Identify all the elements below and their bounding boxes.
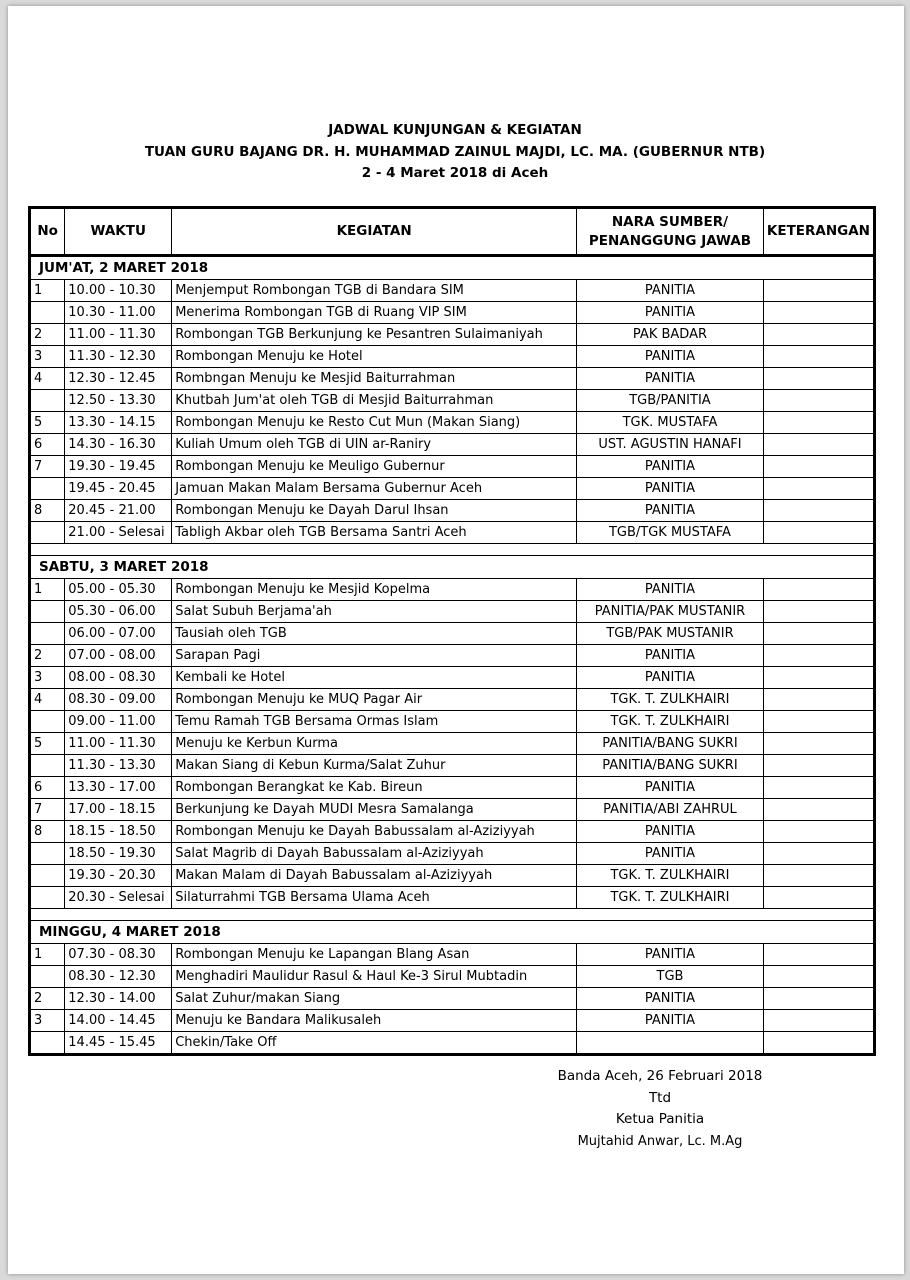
cell-kegiatan: Tabligh Akbar oleh TGB Bersama Santri Aceh: [172, 522, 577, 544]
cell-kegiatan: Rombongan Menuju ke Dayah Darul Ihsan: [172, 500, 577, 522]
cell-nara-sumber: TGK. T. ZULKHAIRI: [577, 689, 764, 711]
cell-kegiatan: Salat Subuh Berjama'ah: [172, 601, 577, 623]
column-header-nara-line2: PENANGGUNG JAWAB: [588, 232, 752, 249]
column-header-kegiatan: KEGIATAN: [172, 208, 577, 256]
cell-no: 7: [30, 456, 65, 478]
cell-nara-sumber: PANITIA: [577, 843, 764, 865]
cell-waktu: 12.50 - 13.30: [65, 390, 172, 412]
table-row: [30, 689, 875, 711]
cell-kegiatan: Rombongan Menuju ke Dayah Babussalam al-Aziziyyah: [172, 821, 577, 843]
cell-kegiatan: Rombongan Menuju ke Resto Cut Mun (Makan Siang): [172, 412, 577, 434]
table-row: [30, 821, 875, 843]
cell-keterangan: [763, 777, 874, 799]
cell-keterangan: [763, 865, 874, 887]
cell-no: 4: [30, 368, 65, 390]
table-row: [30, 579, 875, 601]
cell-kegiatan: Makan Malam di Dayah Babussalam al-Aziziyyah: [172, 865, 577, 887]
cell-keterangan: [763, 368, 874, 390]
table-row: [30, 799, 875, 821]
signature-role: Ketua Panitia: [615, 1111, 705, 1127]
cell-kegiatan: Makan Siang di Kebun Kurma/Salat Zuhur: [172, 755, 577, 777]
cell-waktu: 10.30 - 11.00: [65, 302, 172, 324]
cell-keterangan: [763, 689, 874, 711]
cell-keterangan: [763, 667, 874, 689]
cell-nara-sumber: PANITIA/BANG SUKRI: [577, 733, 764, 755]
cell-keterangan: [763, 1010, 874, 1032]
cell-nara-sumber: PANITIA: [577, 579, 764, 601]
cell-no: 1: [30, 579, 65, 601]
schedule-body: [30, 256, 875, 1055]
cell-kegiatan: Menerima Rombongan TGB di Ruang VIP SIM: [172, 302, 577, 324]
table-row: [30, 966, 875, 988]
cell-no: [30, 755, 65, 777]
cell-kegiatan: Kembali ke Hotel: [172, 667, 577, 689]
cell-kegiatan: Rombngan Menuju ke Mesjid Baiturrahman: [172, 368, 577, 390]
cell-keterangan: [763, 799, 874, 821]
table-row: [30, 645, 875, 667]
cell-nara-sumber: TGK. MUSTAFA: [577, 412, 764, 434]
cell-waktu: 18.15 - 18.50: [65, 821, 172, 843]
cell-kegiatan: Berkunjung ke Dayah MUDI Mesra Samalanga: [172, 799, 577, 821]
cell-nara-sumber: PANITIA: [577, 368, 764, 390]
cell-no: [30, 302, 65, 324]
cell-keterangan: [763, 711, 874, 733]
cell-kegiatan: Jamuan Makan Malam Bersama Gubernur Aceh: [172, 478, 577, 500]
cell-no: [30, 711, 65, 733]
cell-no: 3: [30, 346, 65, 368]
day-spacer: [30, 909, 875, 921]
cell-kegiatan: Rombongan Menuju ke Mesjid Kopelma: [172, 579, 577, 601]
document-subtitle: TUAN GURU BAJANG DR. H. MUHAMMAD ZAINUL MAJDI, LC. MA. (GUBERNUR NTB): [144, 144, 766, 160]
cell-nara-sumber: TGK. T. ZULKHAIRI: [577, 865, 764, 887]
table-row: [30, 412, 875, 434]
cell-no: 3: [30, 1010, 65, 1032]
cell-waktu: 05.30 - 06.00: [65, 601, 172, 623]
table-row: [30, 302, 875, 324]
cell-kegiatan: Menjemput Rombongan TGB di Bandara SIM: [172, 280, 577, 302]
cell-no: [30, 390, 65, 412]
cell-kegiatan: Salat Magrib di Dayah Babussalam al-Aziziyyah: [172, 843, 577, 865]
cell-keterangan: [763, 346, 874, 368]
cell-no: [30, 865, 65, 887]
day-header-row: [30, 921, 875, 944]
column-header-nara-sumber: [577, 208, 764, 256]
cell-kegiatan: Rombongan Menuju ke Hotel: [172, 346, 577, 368]
cell-no: 1: [30, 944, 65, 966]
cell-nara-sumber: PANITIA: [577, 777, 764, 799]
cell-keterangan: [763, 944, 874, 966]
column-header-no: No: [30, 208, 65, 256]
cell-nara-sumber: PANITIA/PAK MUSTANIR: [577, 601, 764, 623]
table-row: [30, 623, 875, 645]
table-row: [30, 500, 875, 522]
cell-keterangan: [763, 1032, 874, 1055]
cell-waktu: 14.00 - 14.45: [65, 1010, 172, 1032]
cell-no: 4: [30, 689, 65, 711]
cell-keterangan: [763, 500, 874, 522]
table-row: [30, 368, 875, 390]
cell-keterangan: [763, 302, 874, 324]
cell-nara-sumber: TGB/TGK MUSTAFA: [577, 522, 764, 544]
cell-no: [30, 843, 65, 865]
table-row: [30, 601, 875, 623]
cell-nara-sumber: PANITIA: [577, 944, 764, 966]
cell-waktu: 07.30 - 08.30: [65, 944, 172, 966]
day-spacer-cell: [30, 544, 875, 556]
cell-kegiatan: Temu Ramah TGB Bersama Ormas Islam: [172, 711, 577, 733]
cell-waktu: 20.30 - Selesai: [65, 887, 172, 909]
cell-no: 3: [30, 667, 65, 689]
cell-keterangan: [763, 478, 874, 500]
cell-keterangan: [763, 645, 874, 667]
table-row: [30, 390, 875, 412]
cell-no: 5: [30, 412, 65, 434]
cell-nara-sumber: PANITIA: [577, 821, 764, 843]
cell-waktu: 12.30 - 12.45: [65, 368, 172, 390]
table-row: [30, 711, 875, 733]
table-row: [30, 522, 875, 544]
cell-kegiatan: Sarapan Pagi: [172, 645, 577, 667]
cell-kegiatan: Rombongan Menuju ke Meuligo Gubernur: [172, 456, 577, 478]
signature-name: Mujtahid Anwar, Lc. M.Ag: [577, 1134, 743, 1149]
table-row: [30, 478, 875, 500]
table-row: [30, 346, 875, 368]
cell-waktu: 11.00 - 11.30: [65, 733, 172, 755]
cell-nara-sumber: PANITIA/BANG SUKRI: [577, 755, 764, 777]
cell-keterangan: [763, 887, 874, 909]
table-row: [30, 434, 875, 456]
cell-nara-sumber: PANITIA: [577, 346, 764, 368]
cell-nara-sumber: TGB/PAK MUSTANIR: [577, 623, 764, 645]
cell-keterangan: [763, 434, 874, 456]
cell-waktu: 10.00 - 10.30: [65, 280, 172, 302]
cell-keterangan: [763, 324, 874, 346]
table-row: [30, 887, 875, 909]
cell-no: 6: [30, 434, 65, 456]
cell-keterangan: [763, 755, 874, 777]
table-row: [30, 865, 875, 887]
column-header-keterangan: KETERANGAN: [763, 208, 874, 256]
cell-nara-sumber: PANITIA: [577, 478, 764, 500]
cell-nara-sumber: PANITIA: [577, 302, 764, 324]
cell-waktu: 08.00 - 08.30: [65, 667, 172, 689]
cell-nara-sumber: PANITIA: [577, 645, 764, 667]
cell-keterangan: [763, 733, 874, 755]
cell-waktu: 21.00 - Selesai: [65, 522, 172, 544]
cell-waktu: 06.00 - 07.00: [65, 623, 172, 645]
cell-waktu: 17.00 - 18.15: [65, 799, 172, 821]
cell-nara-sumber: UST. AGUSTIN HANAFI: [577, 434, 764, 456]
day-label: MINGGU, 4 MARET 2018: [30, 921, 875, 944]
cell-waktu: 20.45 - 21.00: [65, 500, 172, 522]
cell-keterangan: [763, 843, 874, 865]
day-label: JUM'AT, 2 MARET 2018: [30, 256, 875, 280]
cell-no: [30, 522, 65, 544]
cell-waktu: 19.45 - 20.45: [65, 478, 172, 500]
table-row: [30, 667, 875, 689]
cell-waktu: 12.30 - 14.00: [65, 988, 172, 1010]
cell-waktu: 11.00 - 11.30: [65, 324, 172, 346]
day-header-row: [30, 256, 875, 280]
cell-kegiatan: Menghadiri Maulidur Rasul & Haul Ke-3 Sirul Mubtadin: [172, 966, 577, 988]
cell-nara-sumber: TGK. T. ZULKHAIRI: [577, 887, 764, 909]
cell-keterangan: [763, 601, 874, 623]
cell-no: [30, 966, 65, 988]
cell-keterangan: [763, 966, 874, 988]
table-row: [30, 1010, 875, 1032]
table-header-row: [30, 208, 875, 256]
cell-waktu: 11.30 - 12.30: [65, 346, 172, 368]
cell-waktu: 19.30 - 20.30: [65, 865, 172, 887]
cell-kegiatan: Tausiah oleh TGB: [172, 623, 577, 645]
table-row: [30, 456, 875, 478]
table-row: [30, 755, 875, 777]
day-spacer: [30, 544, 875, 556]
document-date-location: 2 - 4 Maret 2018 di Aceh: [361, 165, 549, 181]
cell-no: 8: [30, 821, 65, 843]
cell-waktu: 13.30 - 17.00: [65, 777, 172, 799]
table-row: [30, 843, 875, 865]
cell-no: 8: [30, 500, 65, 522]
cell-no: [30, 1032, 65, 1055]
signature-ttd: Ttd: [648, 1090, 672, 1106]
cell-keterangan: [763, 623, 874, 645]
cell-nara-sumber: PAK BADAR: [577, 324, 764, 346]
cell-kegiatan: Menuju ke Kerbun Kurma: [172, 733, 577, 755]
cell-keterangan: [763, 280, 874, 302]
cell-kegiatan: Khutbah Jum'at oleh TGB di Mesjid Baiturrahman: [172, 390, 577, 412]
signature-place-date: Banda Aceh, 26 Februari 2018: [557, 1068, 763, 1084]
table-row: [30, 777, 875, 799]
cell-nara-sumber: TGB/PANITIA: [577, 390, 764, 412]
cell-no: [30, 887, 65, 909]
table-row: [30, 1032, 875, 1055]
cell-waktu: 18.50 - 19.30: [65, 843, 172, 865]
table-row: [30, 944, 875, 966]
cell-kegiatan: Chekin/Take Off: [172, 1032, 577, 1055]
cell-no: 7: [30, 799, 65, 821]
cell-waktu: 09.00 - 11.00: [65, 711, 172, 733]
table-row: [30, 324, 875, 346]
cell-nara-sumber: [577, 1032, 764, 1055]
cell-waktu: 19.30 - 19.45: [65, 456, 172, 478]
document-title: JADWAL KUNJUNGAN & KEGIATAN: [328, 122, 582, 138]
cell-waktu: 07.00 - 08.00: [65, 645, 172, 667]
cell-nara-sumber: PANITIA/ABI ZAHRUL: [577, 799, 764, 821]
cell-no: 2: [30, 645, 65, 667]
cell-keterangan: [763, 821, 874, 843]
cell-nara-sumber: PANITIA: [577, 667, 764, 689]
cell-nara-sumber: PANITIA: [577, 456, 764, 478]
cell-waktu: 11.30 - 13.30: [65, 755, 172, 777]
cell-kegiatan: Menuju ke Bandara Malikusaleh: [172, 1010, 577, 1032]
cell-nara-sumber: TGK. T. ZULKHAIRI: [577, 711, 764, 733]
cell-keterangan: [763, 456, 874, 478]
day-label: SABTU, 3 MARET 2018: [30, 556, 875, 579]
cell-kegiatan: Salat Zuhur/makan Siang: [172, 988, 577, 1010]
cell-no: 6: [30, 777, 65, 799]
table-row: [30, 988, 875, 1010]
cell-kegiatan: Rombongan Berangkat ke Kab. Bireun: [172, 777, 577, 799]
cell-no: 1: [30, 280, 65, 302]
cell-keterangan: [763, 988, 874, 1010]
cell-keterangan: [763, 390, 874, 412]
cell-no: 2: [30, 324, 65, 346]
column-header-waktu: WAKTU: [65, 208, 172, 256]
cell-waktu: 05.00 - 05.30: [65, 579, 172, 601]
cell-kegiatan: Rombongan Menuju ke MUQ Pagar Air: [172, 689, 577, 711]
cell-waktu: 08.30 - 09.00: [65, 689, 172, 711]
cell-nara-sumber: PANITIA: [577, 988, 764, 1010]
cell-no: 2: [30, 988, 65, 1010]
schedule-table: [28, 206, 876, 1056]
cell-no: [30, 623, 65, 645]
cell-nara-sumber: PANITIA: [577, 280, 764, 302]
cell-kegiatan: Rombongan Menuju ke Lapangan Blang Asan: [172, 944, 577, 966]
cell-no: 5: [30, 733, 65, 755]
cell-waktu: 08.30 - 12.30: [65, 966, 172, 988]
cell-no: [30, 601, 65, 623]
table-row: [30, 280, 875, 302]
cell-kegiatan: Rombongan TGB Berkunjung ke Pesantren Sulaimaniyah: [172, 324, 577, 346]
day-header-row: [30, 556, 875, 579]
cell-nara-sumber: PANITIA: [577, 1010, 764, 1032]
cell-keterangan: [763, 412, 874, 434]
cell-nara-sumber: PANITIA: [577, 500, 764, 522]
cell-waktu: 14.30 - 16.30: [65, 434, 172, 456]
cell-kegiatan: Silaturrahmi TGB Bersama Ulama Aceh: [172, 887, 577, 909]
day-spacer-cell: [30, 909, 875, 921]
cell-no: [30, 478, 65, 500]
cell-waktu: 14.45 - 15.45: [65, 1032, 172, 1055]
cell-keterangan: [763, 579, 874, 601]
cell-kegiatan: Kuliah Umum oleh TGB di UIN ar-Raniry: [172, 434, 577, 456]
cell-keterangan: [763, 522, 874, 544]
table-row: [30, 733, 875, 755]
column-header-nara-line1: NARA SUMBER/: [611, 213, 729, 230]
cell-nara-sumber: TGB: [577, 966, 764, 988]
cell-waktu: 13.30 - 14.15: [65, 412, 172, 434]
